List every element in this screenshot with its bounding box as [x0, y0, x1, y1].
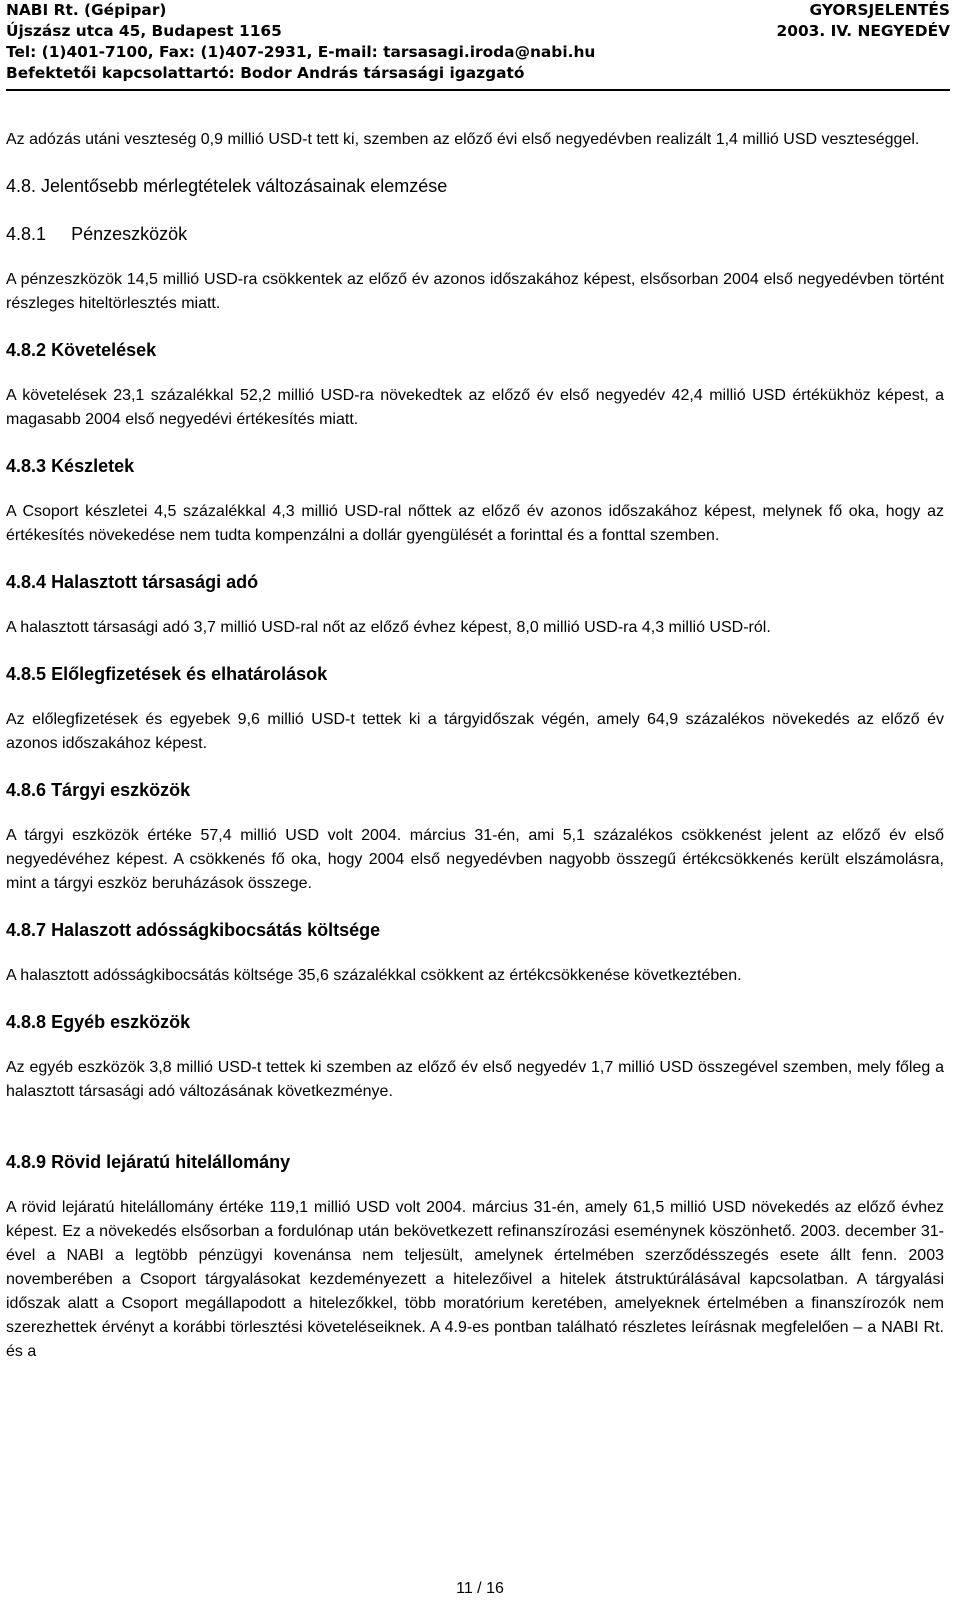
report-type: GYORSJELENTÉS	[809, 1, 950, 19]
subsection-heading-482	[6, 338, 944, 362]
subsection-number: 4.8.5	[6, 664, 47, 684]
subsection-number: 4.8.6	[6, 780, 47, 800]
page-header	[6, 0, 950, 91]
subsection-title: Halasztott társasági adó	[51, 572, 259, 592]
subsection-text-488: Az egyéb eszközök 3,8 millió USD-t tettek ki szemben az előző év első negyedév 1,7 millió USD összegével szemben, mely főleg a halasztott társasági adó változásának következménye.	[6, 1059, 944, 1100]
subsection-text-486: A tárgyi eszközök értéke 57,4 millió USD volt 2004. március 31-én, ami 5,1 százalékos csökkenést jelent az előző év első negyedévéhez képest. A csökkenés fő oka, hogy 2004 első negyedévben nagyobb összegű értékcsökkenés került elszámolásra, mint a tárgyi eszköz beruházások összege.	[6, 827, 944, 892]
subsection-text-484: A halasztott társasági adó 3,7 millió USD-ral nőt az előző évhez képest, 8,0 millió USD-ra 4,3 millió USD-ról.	[6, 619, 771, 636]
company-name: NABI Rt. (Gépipar)	[6, 1, 167, 19]
subsection-heading-483	[6, 454, 944, 478]
intro-paragraph: Az adózás utáni veszteség 0,9 millió USD-t tett ki, szemben az előző évi első negyedévben realizált 1,4 millió USD veszteséggel.	[6, 131, 920, 148]
subsection-heading-487	[6, 918, 944, 942]
subsection-title: Követelések	[51, 340, 157, 360]
subsection-text-483: A Csoport készletei 4,5 százalékkal 4,3 millió USD-ral nőttek az előző év azonos időszakához képest, melynek fő oka, hogy az értékesítés növekedése nem tudta kompenzálni a dollár gyengülését a forinttal és a fonttal szemben.	[6, 503, 944, 544]
subsection-heading-485	[6, 662, 944, 686]
subsection-heading-489	[6, 1150, 944, 1174]
document-body	[6, 128, 944, 1364]
subsection-heading-484	[6, 570, 944, 594]
subsection-number: 4.8.2	[6, 340, 47, 360]
subsection-title: Rövid lejáratú hitelállomány	[51, 1152, 291, 1172]
subsection-title: Egyéb eszközök	[51, 1012, 191, 1032]
subsection-text-485: Az előlegfizetések és egyebek 9,6 millió USD-t tettek ki a tárgyidőszak végén, amely 64,9 százalékos növekedés az előző év azonos időszakához képest.	[6, 711, 944, 752]
subsection-title: Pénzeszközök	[71, 224, 188, 244]
subsection-text-489: A rövid lejáratú hitelállomány értéke 119,1 millió USD volt 2004. március 31-én, amely 61,5 millió USD növekedés az előző évhez képest. Ez a növekedés elsősorban a fordulónap után bekövetkezett refinanszírozási eseménynek köszönhető. 2003. december 31-ével a NABI a legtöbb pénzügyi kovenánsa nem teljesült, amelynek értelmében szerződésszegés esete állt fenn. 2003 novemberében a Csoport tárgyalásokat kezdeményezett a hitelezőivel a hitelek átstruktúrálásával kapcsolatban. A tárgyalási időszak alatt a Csoport megállapodott a hitelezőkkel, több moratórium keretében, amelyeknek értelmében a finanszírozók nem szerezhettek érvényt a korábbi törlesztési követeléseiknek. A 4.9-es pontban található részletes leírásnak megfelelően – a NABI Rt. és a	[6, 1199, 944, 1360]
header-report-block	[777, 0, 950, 42]
company-address: Újszász utca 45, Budapest 1165	[6, 22, 282, 40]
page-number: 11 / 16	[456, 1580, 504, 1597]
header-company-block	[6, 0, 595, 84]
report-period: 2003. IV. NEGYEDÉV	[776, 22, 950, 40]
subsection-title: Készletek	[51, 456, 135, 476]
subsection-title: Tárgyi eszközök	[51, 780, 191, 800]
section-title: 4.8. Jelentősebb mérlegtételek változásainak elemzése	[6, 176, 448, 196]
subsection-number: 4.8.7	[6, 920, 47, 940]
subsection-text-482: A követelések 23,1 százalékkal 52,2 millió USD-ra növekedtek az előző év első negyedév 42,4 millió USD értékükhöz képest, a magasabb 2004 első negyedévi értékesítés miatt.	[6, 387, 944, 428]
subsection-heading-488	[6, 1010, 944, 1034]
subsection-heading-486	[6, 778, 944, 802]
subsection-number: 4.8.9	[6, 1152, 47, 1172]
investor-relations: Befektetői kapcsolattartó: Bodor András társasági igazgató	[6, 64, 525, 82]
company-contact: Tel: (1)401-7100, Fax: (1)407-2931, E-mail: tarsasagi.iroda@nabi.hu	[6, 43, 596, 61]
subsection-number: 4.8.1	[6, 224, 47, 244]
subsection-text-481: A pénzeszközök 14,5 millió USD-ra csökkentek az előző év azonos időszakához képest, elsősorban 2004 első negyedévben történt részleges hiteltörlesztés miatt.	[6, 271, 944, 312]
subsection-number: 4.8.4	[6, 572, 47, 592]
subsection-number: 4.8.3	[6, 456, 47, 476]
subsection-heading-481	[6, 222, 944, 246]
subsection-number: 4.8.8	[6, 1012, 47, 1032]
subsection-text-487: A halasztott adósságkibocsátás költsége 35,6 százalékkal csökkent az értékcsökkenése következtében.	[6, 967, 742, 984]
subsection-title: Előlegfizetések és elhatárolások	[51, 664, 328, 684]
subsection-title: Halaszott adósságkibocsátás költsége	[51, 920, 381, 940]
